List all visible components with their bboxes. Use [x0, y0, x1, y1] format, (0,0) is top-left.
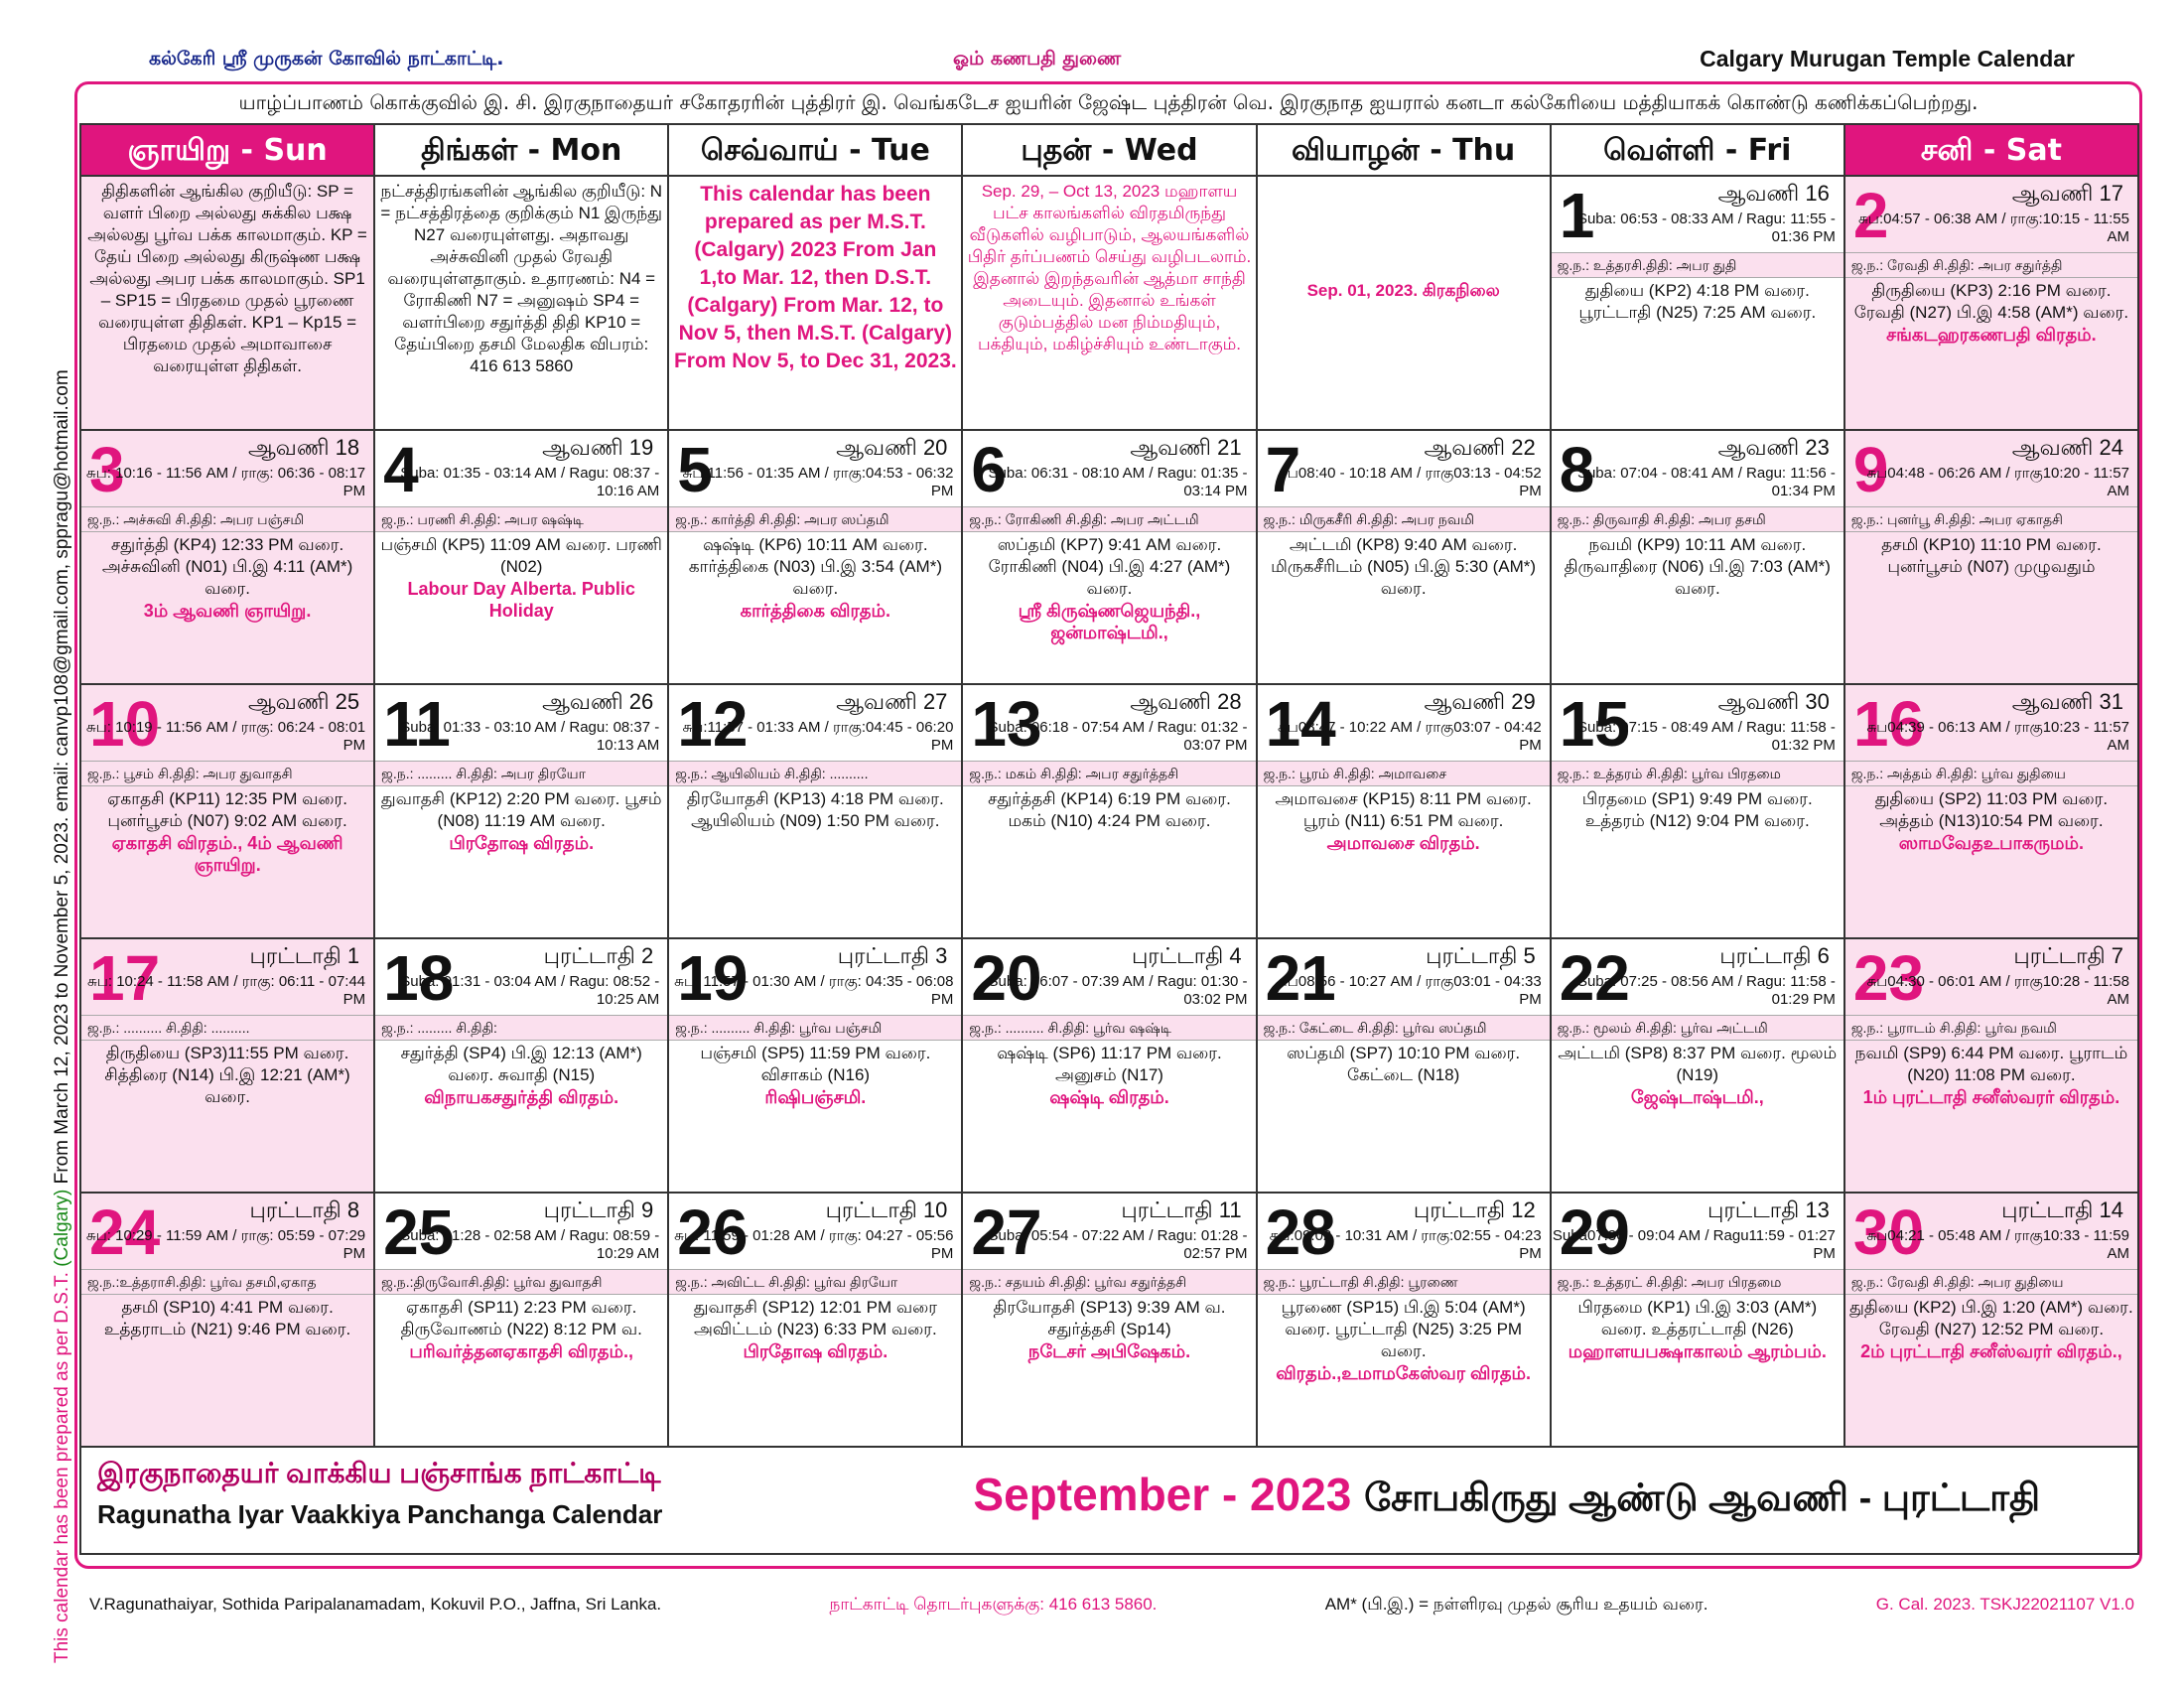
tamil-month-day: ஆவணி 21: [1130, 435, 1242, 460]
nakshatra-line: ஜ.ந.: பூராடம் சி.திதி: பூர்வ நவமி: [1845, 1015, 2137, 1041]
day-number: 3: [89, 434, 125, 505]
nakshatra-line: ஜ.ந.: உத்தரசி.திதி: அபர துதி: [1552, 252, 1843, 278]
day-cell: [1552, 431, 1845, 685]
day-cell: [669, 1194, 963, 1448]
tamil-month-day: புரட்டாதி 1: [249, 943, 360, 968]
day-number: 15: [1559, 688, 1630, 760]
tamil-month-day: ஆவணி 22: [1424, 435, 1536, 460]
day-number: 21: [1265, 942, 1336, 1014]
times: Suba: 07:25 - 08:56 AM / Ragu: 11:58 - 01:29 PM: [1576, 973, 1836, 1008]
tithi-details: பஞ்சமி (KP5) 11:09 AM வரை. பரணி (N02) Labour Day Alberta. Public Holiday: [380, 535, 662, 621]
day-number: 6: [971, 434, 1008, 505]
bottom-note: AM* (பி.இ.) = நள்ளிரவு முதல் சூரிய உதயம் வரை.: [1324, 1595, 1708, 1614]
tithi-details: துவாதசி (KP12) 2:20 PM வரை. பூசம் (N08) 11:19 AM வரை. பிரதோஷ விரதம்.: [380, 789, 662, 853]
nakshatra-line: ஜ.ந.: அவிட்ட சி.திதி: பூர்வ திரயோ: [669, 1269, 961, 1295]
tamil-month-day: புரட்டாதி 9: [543, 1197, 654, 1222]
day-cell: [1845, 939, 2139, 1194]
nakshatra-line: ஜ.ந.: ரேவதி சி.திதி: அபர துதியை: [1845, 1269, 2137, 1295]
header-thu: வியாழன் - Thu: [1258, 125, 1552, 177]
day-cell: [81, 939, 375, 1194]
day-cell: [1258, 431, 1552, 685]
day-number: 2: [1852, 180, 1889, 251]
tithi-details: ஸப்தமி (SP7) 10:10 PM வரை. கேட்டை (N18): [1287, 1044, 1521, 1084]
day-cell: [1258, 1194, 1552, 1448]
day-cell: [81, 431, 375, 685]
festival: அமாவசை விரதம்.: [1326, 833, 1480, 853]
festival: 2ம் புரட்டாதி சனீஸ்வரர் விரதம்.,: [1860, 1341, 2122, 1361]
tamil-month-day: ஆவணி 28: [1130, 689, 1242, 714]
tamil-month-day: புரட்டாதி 11: [1121, 1197, 1242, 1222]
nakshatra-line: ஜ.ந.: உத்தரட் சி.திதி: அபர பிரதமை: [1552, 1269, 1843, 1295]
festival: 1ம் புரட்டாதி சனீஸ்வரர் விரதம்.: [1862, 1087, 2120, 1107]
day-number: 30: [1852, 1196, 1925, 1268]
times: சுப: 10:24 - 11:58 AM / ராகு: 06:11 - 07:44 PM: [86, 973, 366, 1008]
tamil-month-day: புரட்டாதி 12: [1413, 1197, 1536, 1222]
times: சுப04:48 - 06:26 AM / ராகு10:20 - 11:57 AM: [1866, 465, 2129, 499]
times: சுப:11:57 - 01:33 AM / ராகு:04:45 - 06:20 PM: [682, 719, 954, 754]
festival: ஸ்ரீ கிருஷ்ணஜெயந்தி., ஜன்மாஷ்டமி.,: [1018, 601, 1201, 642]
day-number: 12: [677, 688, 749, 760]
bottom-version: G. Cal. 2023. TSKJ22021107 V1.0: [1875, 1595, 2134, 1614]
times: சுப: 10:29 - 11:59 AM / ராகு: 05:59 - 07:29 PM: [85, 1227, 366, 1262]
nakshatra-line: ஜ.ந.: பரணி சி.திதி: அபர ஷஷ்டி: [375, 506, 667, 532]
day-number: 24: [89, 1196, 161, 1268]
festival: ஏகாதசி விரதம்., 4ம் ஆவணி ஞாயிறு.: [111, 833, 343, 875]
day-cell: [375, 939, 669, 1194]
top-center-title: ஓம் கணபதி துணை: [953, 48, 1122, 70]
tithi-details: நவமி (KP9) 10:11 AM வரை. திருவாதிரை (N06) பி.இ 7:03 (AM*) வரை.: [1564, 535, 1831, 598]
nakshatra-line: ஜ.ந.: கார்த்தி சி.திதி: அபர ஸப்தமி: [669, 506, 961, 532]
bottom-address: V.Ragunathaiyar, Sothida Paripalanamadam, Kokuvil P.O., Jaffna, Sri Lanka.: [89, 1595, 662, 1614]
tithi-details: சதுர்த்தி (SP4) பி.இ 12:13 (AM*) வரை. சுவாதி (N15) விநாயகசதுர்த்தி விரதம்.: [379, 1043, 663, 1108]
tamil-month-day: ஆவணி 25: [247, 689, 360, 714]
nakshatra-line: ஜ.ந.: கேட்டை சி.திதி: பூர்வ ஸப்தமி: [1258, 1015, 1550, 1041]
tamil-month-day: புரட்டாதி 2: [543, 943, 654, 968]
tithi-details: துதியை (KP2) 4:18 PM வரை. பூரட்டாதி (N25) 7:25 AM வரை.: [1578, 281, 1817, 322]
tamil-month-day: ஆவணி 26: [542, 689, 654, 714]
tamil-month-day: ஆவணி 18: [247, 435, 360, 460]
tithi-details: பிரதமை (SP1) 9:49 PM வரை. உத்தரம் (N12) 9:04 PM வரை.: [1581, 789, 1813, 830]
tithi-details: துவாதசி (SP12) 12:01 PM வரை அவிட்டம் (N23) 6:33 PM வரை. பிரதோஷ விரதம்.: [673, 1297, 957, 1362]
info-mon: நட்சத்திரங்களின் ஆங்கில குறியீடு: N = நட்சத்திரத்தை குறிக்கும் N1 இருந்து N27 வரையுள்ளது. அதாவது அச்சுவினி முதல் ரேவதி வரையுள்ளதாகும். உதாரணம்: N4 = ரோகிணி N7 = அனுஷம் SP4 = வளர்பிறை சதுர்த்தி திதி KP10 = தேய்பிறை தசமி மேலதிக விபரம்: 416 613 5860: [375, 177, 669, 431]
festival: கார்த்திகை விரதம்.: [740, 601, 891, 621]
header-fri: வெள்ளி - Fri: [1552, 125, 1845, 177]
tamil-month-day: ஆவணி 16: [1717, 181, 1830, 206]
nakshatra-line: ஜ.ந.: ஆயிலியம் சி.திதி: ..........: [669, 761, 961, 786]
footer-right: [963, 1448, 2139, 1555]
times: Suba07:36 - 09:04 AM / Ragu11:59 - 01:27 PM: [1552, 1227, 1836, 1262]
tamil-month-day: புரட்டாதி 5: [1426, 943, 1536, 968]
day-number: 19: [677, 942, 749, 1014]
nakshatra-line: ஜ.ந.: பூரம் சி.திதி: அமாவசை: [1258, 761, 1550, 786]
festival: ஜேஷ்டாஷ்டமி.,: [1630, 1087, 1764, 1107]
times: சுப08:47 - 10:22 AM / ராகு03:07 - 04:42 PM: [1277, 719, 1542, 754]
nakshatra-line: ஜ.ந.: பூரட்டாதி சி.திதி: பூரணை: [1258, 1269, 1550, 1295]
times: சுப: 10:16 - 11:56 AM / ராகு: 06:36 - 08:17 PM: [85, 465, 366, 499]
times: Suba: 06:31 - 08:10 AM / Ragu: 01:35 - 03:14 PM: [988, 465, 1248, 499]
day-number: 18: [383, 942, 455, 1014]
tithi-details: சதுர்த்தசி (KP14) 6:19 PM வரை. மகம் (N10) 4:24 PM வரை.: [988, 789, 1231, 830]
day-number: 23: [1852, 942, 1925, 1014]
tithi-details: ஸப்தமி (KP7) 9:41 AM வரை. ரோகிணி (N04) பி.இ 4:27 (AM*) வரை. ஸ்ரீ கிருஷ்ணஜெயந்தி., ஜன்மாஷ்டமி.,: [967, 534, 1251, 643]
nakshatra-line: ஜ.ந.: .......... சி.திதி: ..........: [81, 1015, 373, 1041]
times: Suba: 01:28 - 02:58 AM / Ragu: 08:59 - 10:29 AM: [400, 1227, 660, 1262]
nakshatra-line: ஜ.ந.: பூசம் சி.திதி: அபர துவாதசி: [81, 761, 373, 786]
tamil-month-day: புரட்டாதி 6: [1719, 943, 1830, 968]
tithi-details: தசமி (SP10) 4:41 PM வரை. உத்தராடம் (N21) 9:46 PM வரை.: [103, 1298, 351, 1338]
tamil-month-day: ஆவணி 31: [2011, 689, 2123, 714]
times: Suba: 07:04 - 08:41 AM / Ragu: 11:56 - 01:34 PM: [1576, 465, 1836, 499]
day-cell: [375, 685, 669, 939]
tithi-details: ஏகாதசி (SP11) 2:23 PM வரை. திருவோணம் (N22) 8:12 PM வ. பரிவர்த்தனஏகாதசி விரதம்.,: [379, 1297, 663, 1362]
times: Suba: 01:31 - 03:04 AM / Ragu: 08:52 - 10:25 AM: [400, 973, 660, 1008]
festival: பிரதோஷ விரதம்.: [449, 833, 595, 853]
festival: சங்கடஹரகணபதி விரதம்.: [1886, 325, 2097, 345]
header-sun: ஞாயிறு - Sun: [81, 125, 375, 177]
times: சுப: 11:57 - 01:30 AM / ராகு: 04:35 - 06:08 PM: [674, 973, 954, 1008]
festival: ஸாமவேதஉபாகருமம்.: [1898, 833, 2085, 853]
tamil-month-day: ஆவணி 17: [2011, 181, 2123, 206]
day-cell: [1552, 177, 1845, 431]
tithi-details: துதியை (SP2) 11:03 PM வரை. அத்தம் (N13)10:54 PM வரை. ஸாமவேதஉபாகருமம்.: [1849, 788, 2133, 854]
footer-english-title: Ragunatha Iyar Vaakkiya Panchanga Calendar: [97, 1499, 663, 1529]
info-wed: Sep. 29, – Oct 13, 2023 மஹாளய பட்ச காலங்களில் விரதமிருந்து வீடுகளில் வழிபாடும், ஆலயங்களில் பிதிர் தர்ப்பணம் செய்து வழிபடலாம். இதனால் இறந்தவரின் ஆத்மா சாந்தி அடையும். இதனால் உங்கள் குடும்பத்தில் மன நிம்மதியும், பக்தியும், மகிழ்ச்சியும் உண்டாகும்.: [963, 177, 1257, 431]
tithi-details: நவமி (SP9) 6:44 PM வரை. பூராடம் (N20) 11:08 PM வரை. 1ம் புரட்டாதி சனீஸ்வரர் விரதம்.: [1849, 1043, 2133, 1108]
times: Suba: 06:53 - 08:33 AM / Ragu: 11:55 - 01:36 PM: [1576, 211, 1836, 245]
tamil-month-day: ஆவணி 27: [836, 689, 948, 714]
day-cell: [81, 1194, 375, 1448]
nakshatra-line: ஜ.ந.: உத்தரம் சி.திதி: பூர்வ பிரதமை: [1552, 761, 1843, 786]
times: Suba: 06:07 - 07:39 AM / Ragu: 01:30 - 03:02 PM: [988, 973, 1248, 1008]
tamil-month-day: ஆவணி 24: [2011, 435, 2123, 460]
day-cell: [81, 685, 375, 939]
tithi-details: திருதியை (KP3) 2:16 PM வரை. ரேவதி (N27) பி.இ 4:58 (AM*) வரை. சங்கடஹரகணபதி விரதம்.: [1849, 280, 2133, 346]
nakshatra-line: ஜ.ந.: ......... சி.திதி:: [375, 1015, 667, 1041]
day-cell: [1845, 685, 2139, 939]
festival: பிரதோஷ விரதம்.: [743, 1341, 888, 1361]
tithi-details: பூரணை (SP15) பி.இ 5:04 (AM*) வரை. பூரட்டாதி (N25) 3:25 PM வரை. விரதம்.,உமாமகேஸ்வர விரதம்.: [1262, 1297, 1546, 1384]
day-number: 22: [1559, 942, 1630, 1014]
times: சுப08:40 - 10:18 AM / ராகு03:13 - 04:52 PM: [1277, 465, 1542, 499]
festival: பரிவர்த்தனஏகாதசி விரதம்.,: [409, 1341, 634, 1361]
tamil-month-day: புரட்டாதி 13: [1706, 1197, 1830, 1222]
tamil-month-day: ஆவணி 20: [836, 435, 948, 460]
day-cell: [375, 431, 669, 685]
nakshatra-line: ஜ.ந.: மகம் சி.திதி: அபர சதுர்த்தசி: [963, 761, 1255, 786]
times: சுப04:39 - 06:13 AM / ராகு10:23 - 11:57 AM: [1866, 719, 2129, 754]
footer-tamil-month: சோபகிருது ஆண்டு ஆவணி - புரட்டாதி: [1364, 1477, 2041, 1519]
tamil-month-day: புரட்டாதி 14: [2001, 1197, 2123, 1222]
times: Suba: 06:18 - 07:54 AM / Ragu: 01:32 - 03:07 PM: [988, 719, 1248, 754]
tithi-details: அட்டமி (KP8) 9:40 AM வரை. மிருகசீரிடம் (N05) பி.இ 5:30 (AM*) வரை.: [1271, 535, 1537, 598]
footer-tamil-title: இரகுநாதையர் வாக்கிய பஞ்சாங்க நாட்காட்டி: [97, 1458, 661, 1488]
times: Suba: 01:33 - 03:10 AM / Ragu: 08:37 - 10:13 AM: [400, 719, 660, 754]
sidebar-note: This calendar has been prepared as per D.S.T. (Calgary) From March 12, 2023 to November 5, 2023. email: canvp108@gmail.com, sppragu@hotmail.com: [52, 369, 72, 1663]
times: சுப:04:57 - 06:38 AM / ராகு:10:15 - 11:55 AM: [1858, 211, 2129, 245]
times: சுப:11:56 - 01:35 AM / ராகு:04:53 - 06:32 PM: [682, 465, 954, 499]
festival: மஹாளயபக்ஷாகாலம் ஆரம்பம்.: [1568, 1341, 1827, 1361]
tithi-details: அமாவசை (KP15) 8:11 PM வரை. பூரம் (N11) 6:51 PM வரை. அமாவசை விரதம்.: [1262, 788, 1546, 854]
day-number: 8: [1559, 434, 1595, 505]
header-sat: சனி - Sat: [1845, 125, 2139, 177]
day-number: 25: [383, 1196, 455, 1268]
nakshatra-line: ஜ.ந.:உத்தராசி.திதி: பூர்வ தசமி,ஏகாத: [81, 1269, 373, 1295]
tamil-month-day: ஆவணி 30: [1717, 689, 1830, 714]
info-tue: This calendar has been prepared as per M.S.T. (Calgary) 2023 From Jan 1,to Mar. 12, then D.S.T. (Calgary) From Mar. 12, to Nov 5, then M.S.T. (Calgary) From Nov 5, to Dec 31, 2023.: [669, 177, 963, 431]
times: சுப: 10:19 - 11:56 AM / ராகு: 06:24 - 08:01 PM: [85, 719, 366, 754]
day-cell: [669, 431, 963, 685]
festival: விநாயகசதுர்த்தி விரதம்.: [424, 1087, 619, 1107]
times: சுப: 11:59 - 01:28 AM / ராகு: 04:27 - 05:56 PM: [674, 1227, 954, 1262]
tithi-details: திரயோதசி (SP13) 9:39 AM வ. சதுர்த்தசி (Sp14) நடேசர் அபிஷேகம்.: [967, 1297, 1251, 1362]
tithi-details: ஷஷ்டி (KP6) 10:11 AM வரை. கார்த்திகை (N03) பி.இ 3:54 (AM*) வரை. கார்த்திகை விரதம்.: [673, 534, 957, 622]
nakshatra-line: ஜ.ந.: சதயம் சி.திதி: பூர்வ சதுர்த்தசி: [963, 1269, 1255, 1295]
day-cell: [669, 939, 963, 1194]
info-sun: திதிகளின் ஆங்கில குறியீடு: SP = வளர் பிறை அல்லது சுக்கில பக்ஷ அல்லது பூர்வ பக்க காலமாகும். KP = தேய் பிறை அல்லது கிருஷ்ண பக்ஷ அல்லது அபர பக்க காலமாகும். SP1 – SP15 = பிரதமை முதல் பூரணை வரையுள்ள திதிகள். KP1 – Kp15 = பிரதமை முதல் அமாவாசை வரையுள்ள திதிகள்.: [81, 177, 375, 431]
header-wed: புதன் - Wed: [963, 125, 1257, 177]
day-cell: [1552, 1194, 1845, 1448]
nakshatra-line: ஜ.ந.: .......... சி.திதி: பூர்வ பஞ்சமி: [669, 1015, 961, 1041]
tamil-month-day: புரட்டாதி 3: [837, 943, 948, 968]
tithi-details: ஷஷ்டி (SP6) 11:17 PM வரை. அனுசம் (N17) ஷஷ்டி விரதம்.: [967, 1043, 1251, 1108]
times: சுப08:56 - 10:27 AM / ராகு03:01 - 04:33 PM: [1277, 973, 1542, 1008]
day-cell: [1258, 939, 1552, 1194]
info-thu: Sep. 01, 2023. கிரகநிலை: [1258, 177, 1552, 431]
day-number: 16: [1852, 688, 1925, 760]
day-number: 10: [89, 688, 161, 760]
day-number: 29: [1559, 1196, 1630, 1268]
day-number: 28: [1265, 1196, 1336, 1268]
nakshatra-line: ஜ.ந.: .......... சி.திதி: பூர்வ ஷஷ்டி: [963, 1015, 1255, 1041]
day-number: 13: [971, 688, 1042, 760]
calendar-title: Calgary Murugan Temple Calendar: [1700, 46, 2075, 71]
day-number: 4: [383, 434, 419, 505]
day-number: 14: [1265, 688, 1336, 760]
header-tue: செவ்வாய் - Tue: [669, 125, 963, 177]
day-cell: [375, 1194, 669, 1448]
day-cell: [1845, 177, 2139, 431]
tamil-month-day: புரட்டாதி 7: [2013, 943, 2123, 968]
times: சுப04:21 - 05:48 AM / ராகு10:33 - 11:59 AM: [1866, 1227, 2129, 1262]
day-cell: [669, 685, 963, 939]
tamil-month-day: ஆவணி 19: [542, 435, 654, 460]
nakshatra-line: ஜ.ந.: ......... சி.திதி: அபர திரயோ: [375, 761, 667, 786]
top-left-title: கல்கேரி ஸ்ரீ முருகன் கோவில் நாட்காட்டி.: [149, 48, 504, 70]
tithi-details: தசமி (KP10) 11:10 PM வரை. புனர்பூசம் (N07) முழுவதும்: [1881, 535, 2102, 576]
day-cell: [963, 685, 1257, 939]
day-cell: [1552, 939, 1845, 1194]
tithi-details: பஞ்சமி (SP5) 11:59 PM வரை. விசாகம் (N16) ரிஷிபஞ்சமி.: [673, 1043, 957, 1108]
day-number: 20: [971, 942, 1042, 1014]
header-mon: திங்கள் - Mon: [375, 125, 669, 177]
day-number: 26: [677, 1196, 749, 1268]
day-number: 5: [677, 434, 713, 505]
festival: ஷஷ்டி விரதம்.: [1049, 1087, 1169, 1107]
festival: ரிஷிபஞ்சமி.: [764, 1087, 867, 1107]
day-cell: [963, 431, 1257, 685]
times: Suba: 05:54 - 07:22 AM / Ragu: 01:28 - 02:57 PM: [988, 1227, 1248, 1262]
nakshatra-line: ஜ.ந.: அச்சுவி சி.திதி: அபர பஞ்சமி: [81, 506, 373, 532]
nakshatra-line: ஜ.ந.: ரோகிணி சி.திதி: அபர அட்டமி: [963, 506, 1255, 532]
day-number: 7: [1265, 434, 1301, 505]
festival: விரதம்.,உமாமகேஸ்வர விரதம்.: [1276, 1363, 1532, 1383]
tamil-month-day: ஆவணி 29: [1424, 689, 1536, 714]
nakshatra-line: ஜ.ந.: ரேவதி சி.திதி: அபர சதுர்த்தி: [1845, 252, 2137, 278]
banner: யாழ்ப்பாணம் கொக்குவில் இ. சி. இரகுநாதையர் சகோதரரின் புத்திரர் இ. வெங்கடேச ஐயரின் ஜேஷ்ட புத்திரன் வெ. இரகுநாத ஐயரால் கனடா கல்கேரியை மத்தியாகக் கொண்டு கணிக்கப்பெற்றது.: [238, 90, 1979, 114]
day-number: 17: [89, 942, 161, 1014]
tithi-details: ஏகாதசி (KP11) 12:35 PM வரை. புனர்பூசம் (N07) 9:02 AM வரை. ஏகாதசி விரதம்., 4ம் ஆவணி ஞாயிறு.: [85, 788, 369, 876]
tithi-details: திருதியை (SP3)11:55 PM வரை. சித்திரை (N14) பி.இ 12:21 (AM*) வரை.: [104, 1044, 350, 1106]
nakshatra-line: ஜ.ந.: மிருகசீரி சி.திதி: அபர நவமி: [1258, 506, 1550, 532]
tamil-month-day: புரட்டாதி 8: [249, 1197, 360, 1222]
day-number: 9: [1852, 434, 1889, 505]
day-cell: [963, 1194, 1257, 1448]
tamil-month-day: புரட்டாதி 4: [1131, 943, 1242, 968]
tithi-details: துதியை (KP2) பி.இ 1:20 (AM*) வரை. ரேவதி (N27) 12:52 PM வரை. 2ம் புரட்டாதி சனீஸ்வரர் விரதம்.,: [1849, 1298, 2133, 1361]
tithi-details: திரயோதசி (KP13) 4:18 PM வரை. ஆயிலியம் (N09) 1:50 PM வரை.: [686, 789, 944, 830]
footer-left: [81, 1448, 963, 1555]
festival: 3ம் ஆவணி ஞாயிறு.: [143, 601, 312, 621]
day-cell: [1258, 685, 1552, 939]
nakshatra-line: ஜ.ந.: புனர்பூ சி.திதி: அபர ஏகாதசி: [1845, 506, 2137, 532]
day-cell: [1552, 685, 1845, 939]
bottom-contact: நாட்காட்டி தொடர்புகளுக்கு: 416 613 5860.: [829, 1595, 1158, 1614]
footer-month: September - 2023: [973, 1469, 1352, 1520]
calendar-grid: [79, 123, 2139, 1555]
nakshatra-line: ஜ.ந.: அத்தம் சி.திதி: பூர்வ துதியை: [1845, 761, 2137, 786]
day-number: 27: [971, 1196, 1042, 1268]
tamil-month-day: ஆவணி 23: [1717, 435, 1830, 460]
festival: Labour Day Alberta. Public Holiday: [407, 579, 635, 621]
day-cell: [963, 939, 1257, 1194]
day-cell: [1845, 431, 2139, 685]
day-number: 11: [383, 688, 451, 760]
tamil-month-day: புரட்டாதி 10: [825, 1197, 948, 1222]
nakshatra-line: ஜ.ந.: மூலம் சி.திதி: பூர்வ அட்டமி: [1552, 1015, 1843, 1041]
nakshatra-line: ஜ.ந.:திருவோசி.திதி: பூர்வ துவாதசி: [375, 1269, 667, 1295]
day-number: 1: [1559, 180, 1595, 251]
times: Suba: 01:35 - 03:14 AM / Ragu: 08:37 - 10:16 AM: [400, 465, 660, 499]
tithi-details: பிரதமை (KP1) பி.இ 3:03 (AM*) வரை. உத்தரட்டாதி (N26) மஹாளயபக்ஷாகாலம் ஆரம்பம்.: [1556, 1297, 1840, 1362]
tithi-details: அட்டமி (SP8) 8:37 PM வரை. மூலம் (N19) ஜேஷ்டாஷ்டமி.,: [1556, 1043, 1840, 1108]
times: Suba: 07:15 - 08:49 AM / Ragu: 11:58 - 01:32 PM: [1576, 719, 1836, 754]
nakshatra-line: ஜ.ந.: திருவாதி சி.திதி: அபர தசமி: [1552, 506, 1843, 532]
times: சுப:09:02 - 10:31 AM / ராகு:02:55 - 04:23 PM: [1269, 1227, 1542, 1262]
day-cell: [1845, 1194, 2139, 1448]
festival: நடேசர் அபிஷேகம்.: [1027, 1341, 1191, 1361]
bottom-line: [89, 1595, 2134, 1617]
tithi-details: சதுர்த்தி (KP4) 12:33 PM வரை. அச்சுவினி (N01) பி.இ 4:11 (AM*) வரை. 3ம் ஆவணி ஞாயிறு.: [85, 534, 369, 622]
times: சுப04:30 - 06:01 AM / ராகு10:28 - 11:58 AM: [1866, 973, 2129, 1008]
